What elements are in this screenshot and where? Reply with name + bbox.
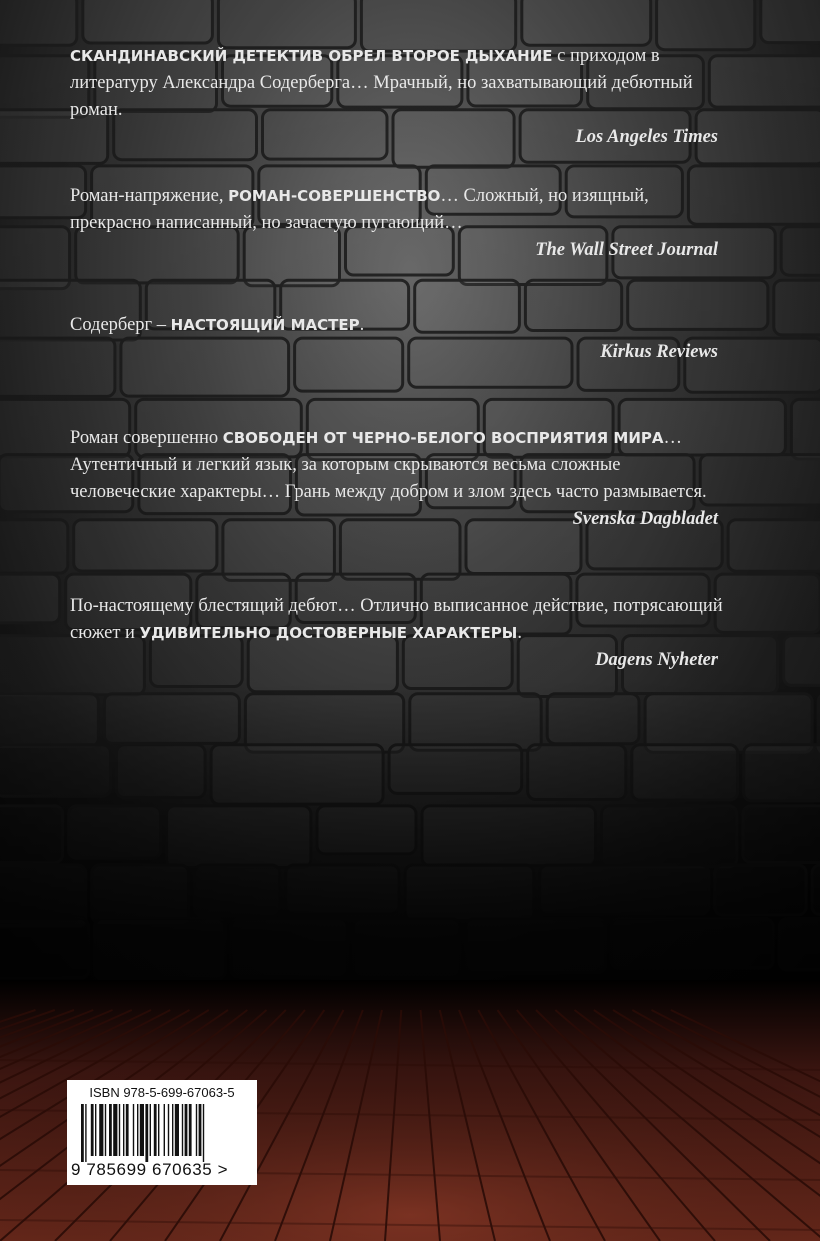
quote-text: Содерберг – НАСТОЯЩИЙ МАСТЕР. bbox=[70, 315, 365, 335]
quote-text: СКАНДИНАВСКИЙ ДЕТЕКТИВ ОБРЕЛ ВТОРОЕ ДЫХАНИЕ с приходом в литературу Александра Содерберга… Мрачный, но захватывающий дебютный роман. bbox=[70, 46, 693, 120]
barcode-bars bbox=[81, 1104, 245, 1162]
quote-source: Svenska Dagbladet bbox=[572, 509, 718, 529]
review-quote bbox=[70, 425, 730, 533]
barcode-bar bbox=[91, 1104, 94, 1156]
review-quote bbox=[70, 43, 730, 151]
barcode-bar bbox=[196, 1104, 197, 1156]
quote-source: Kirkus Reviews bbox=[600, 342, 718, 362]
quote-source: The Wall Street Journal bbox=[535, 240, 718, 260]
quote-text: Роман-напряжение, РОМАН-СОВЕРШЕНСТВО… Сложный, но изящный, прекрасно написанный, но зачастую пугающий… bbox=[70, 186, 649, 233]
barcode-bar bbox=[95, 1104, 96, 1156]
barcode-bar bbox=[85, 1104, 86, 1162]
isbn-label: ISBN 978-5-699-67063-5 bbox=[89, 1085, 235, 1100]
barcode-bar bbox=[105, 1104, 106, 1156]
quote-highlight: СКАНДИНАВСКИЙ ДЕТЕКТИВ ОБРЕЛ ВТОРОЕ ДЫХАНИЕ bbox=[70, 47, 553, 65]
review-quote bbox=[70, 593, 730, 674]
quote-source: Los Angeles Times bbox=[575, 127, 718, 147]
barcode-bar bbox=[140, 1104, 144, 1156]
barcode-bar bbox=[182, 1104, 183, 1156]
barcode-bar bbox=[119, 1104, 120, 1156]
barcode-bar bbox=[168, 1104, 169, 1156]
quote-highlight: УДИВИТЕЛЬНО ДОСТОВЕРНЫЕ ХАРАКТЕРЫ bbox=[139, 624, 518, 642]
review-quote bbox=[70, 183, 730, 264]
barcode-bar bbox=[164, 1104, 165, 1156]
barcode-bar bbox=[185, 1104, 188, 1156]
quote-highlight: СВОБОДЕН ОТ ЧЕРНО-БЕЛОГО ВОСПРИЯТИЯ МИРА bbox=[222, 429, 664, 447]
barcode-bar bbox=[199, 1104, 202, 1156]
barcode-bar bbox=[150, 1104, 151, 1156]
barcode-digits: 9 785699 670635 > bbox=[71, 1160, 229, 1179]
barcode-bar bbox=[113, 1104, 117, 1156]
barcode-bar bbox=[203, 1104, 204, 1162]
quote-highlight: РОМАН-СОВЕРШЕНСТВО bbox=[228, 187, 441, 205]
barcode-bar bbox=[175, 1104, 179, 1156]
barcode-bar bbox=[123, 1104, 124, 1156]
barcode-bar bbox=[158, 1104, 159, 1156]
quote-highlight: НАСТОЯЩИЙ МАСТЕР bbox=[170, 316, 360, 334]
barcode-bar bbox=[145, 1104, 148, 1162]
barcode-bar bbox=[133, 1104, 134, 1156]
barcode-bar bbox=[172, 1104, 173, 1156]
quote-text: Роман совершенно СВОБОДЕН ОТ ЧЕРНО-БЕЛОГО ВОСПРИЯТИЯ МИРА… Аутентичный и легкий язык, за которым скрываются весьма сложные человеческие характеры… Грань между добром и злом здесь часто размывается. bbox=[70, 428, 707, 502]
barcode-bar bbox=[137, 1104, 138, 1156]
review-quote bbox=[70, 312, 730, 366]
quote-source: Dagens Nyheter bbox=[595, 650, 718, 670]
quote-text: По-настоящему блестящий дебют… Отлично выписанное действие, потрясающий сюжет и УДИВИТЕЛЬНО ДОСТОВЕРНЫЕ ХАРАКТЕРЫ. bbox=[70, 596, 723, 643]
barcode-bar bbox=[109, 1104, 112, 1156]
isbn-barcode bbox=[67, 1080, 257, 1185]
barcode-bar bbox=[154, 1104, 157, 1156]
barcode-bar bbox=[126, 1104, 129, 1156]
barcode-bar bbox=[99, 1104, 103, 1156]
barcode-bar bbox=[81, 1104, 84, 1162]
barcode-bar bbox=[189, 1104, 192, 1156]
